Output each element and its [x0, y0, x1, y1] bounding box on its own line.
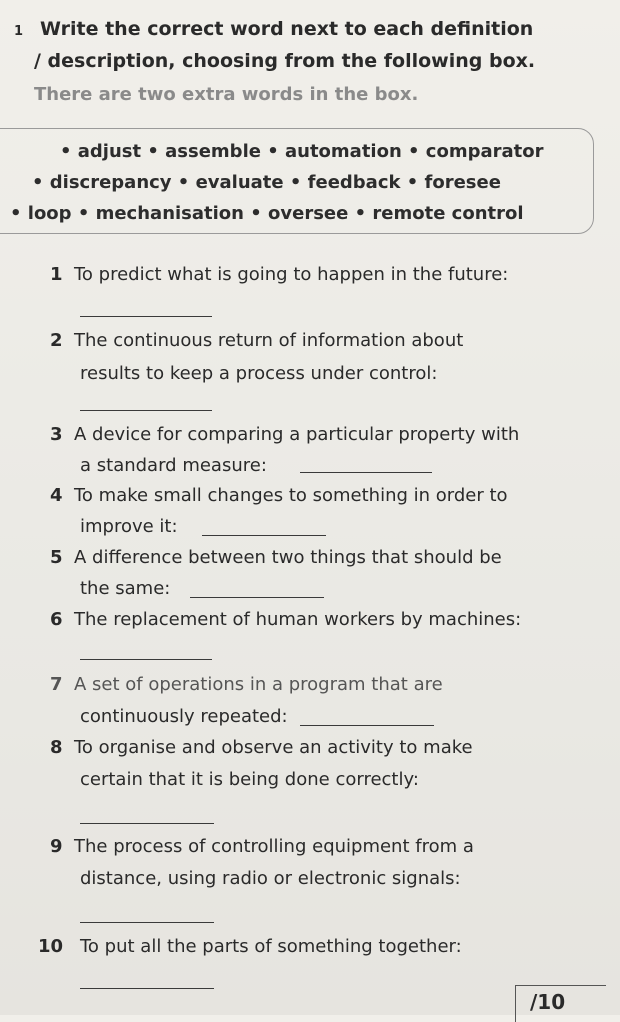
instruction-line-1: [14, 18, 533, 40]
definition-item-9-cont: distance, using radio or electronic signals:: [80, 868, 461, 889]
instruction-line-2: / description, choosing from the following box.: [34, 50, 536, 72]
definition-item-9: 9 The process of controlling equipment from a: [50, 836, 474, 857]
definition-item-6: 6 The replacement of human workers by machines:: [50, 609, 522, 630]
definition-item-10: 10 To put all the parts of something together:: [38, 936, 462, 957]
definition-item-2: 2 The continuous return of information about: [50, 330, 464, 351]
definition-item-8-cont: certain that it is being done correctly:: [80, 769, 419, 790]
extra-words-note: There are two extra words in the box.: [34, 84, 419, 105]
definition-item-1: 1 To predict what is going to happen in the future:: [50, 264, 509, 285]
score-total: /10: [530, 990, 566, 1014]
definition-item-4: 4 To make small changes to something in order to: [50, 485, 508, 506]
word-box-row-1: • adjust • assemble • automation • comparator: [60, 141, 544, 162]
definition-item-3: 3 A device for comparing a particular property with: [50, 424, 520, 445]
answer-blank-8[interactable]: [80, 823, 214, 824]
definition-item-4-cont: improve it:: [80, 516, 178, 537]
answer-blank-4[interactable]: [202, 535, 326, 536]
exercise-number: 1: [14, 24, 24, 39]
answer-blank-7[interactable]: [300, 725, 434, 726]
definition-item-7: 7 A set of operations in a program that are: [50, 674, 443, 695]
answer-blank-6[interactable]: [80, 659, 212, 660]
definition-item-7-cont: continuously repeated:: [80, 706, 288, 727]
answer-blank-3[interactable]: [300, 472, 432, 473]
definition-item-5: 5 A difference between two things that should be: [50, 547, 502, 568]
instruction-text-1: Write the correct word next to each definition: [40, 18, 534, 40]
answer-blank-5[interactable]: [190, 597, 324, 598]
definition-item-8: 8 To organise and observe an activity to make: [50, 737, 473, 758]
answer-blank-1[interactable]: [80, 316, 212, 317]
word-box-row-3: • loop • mechanisation • oversee • remote control: [10, 203, 524, 224]
answer-blank-9[interactable]: [80, 922, 214, 923]
answer-blank-10[interactable]: [80, 988, 214, 989]
definition-item-5-cont: the same:: [80, 578, 171, 599]
answer-blank-2[interactable]: [80, 410, 212, 411]
definition-item-2-cont: results to keep a process under control:: [80, 363, 438, 384]
definition-item-3-cont: a standard measure:: [80, 455, 267, 476]
word-box-row-2: • discrepancy • evaluate • feedback • foresee: [32, 172, 501, 193]
